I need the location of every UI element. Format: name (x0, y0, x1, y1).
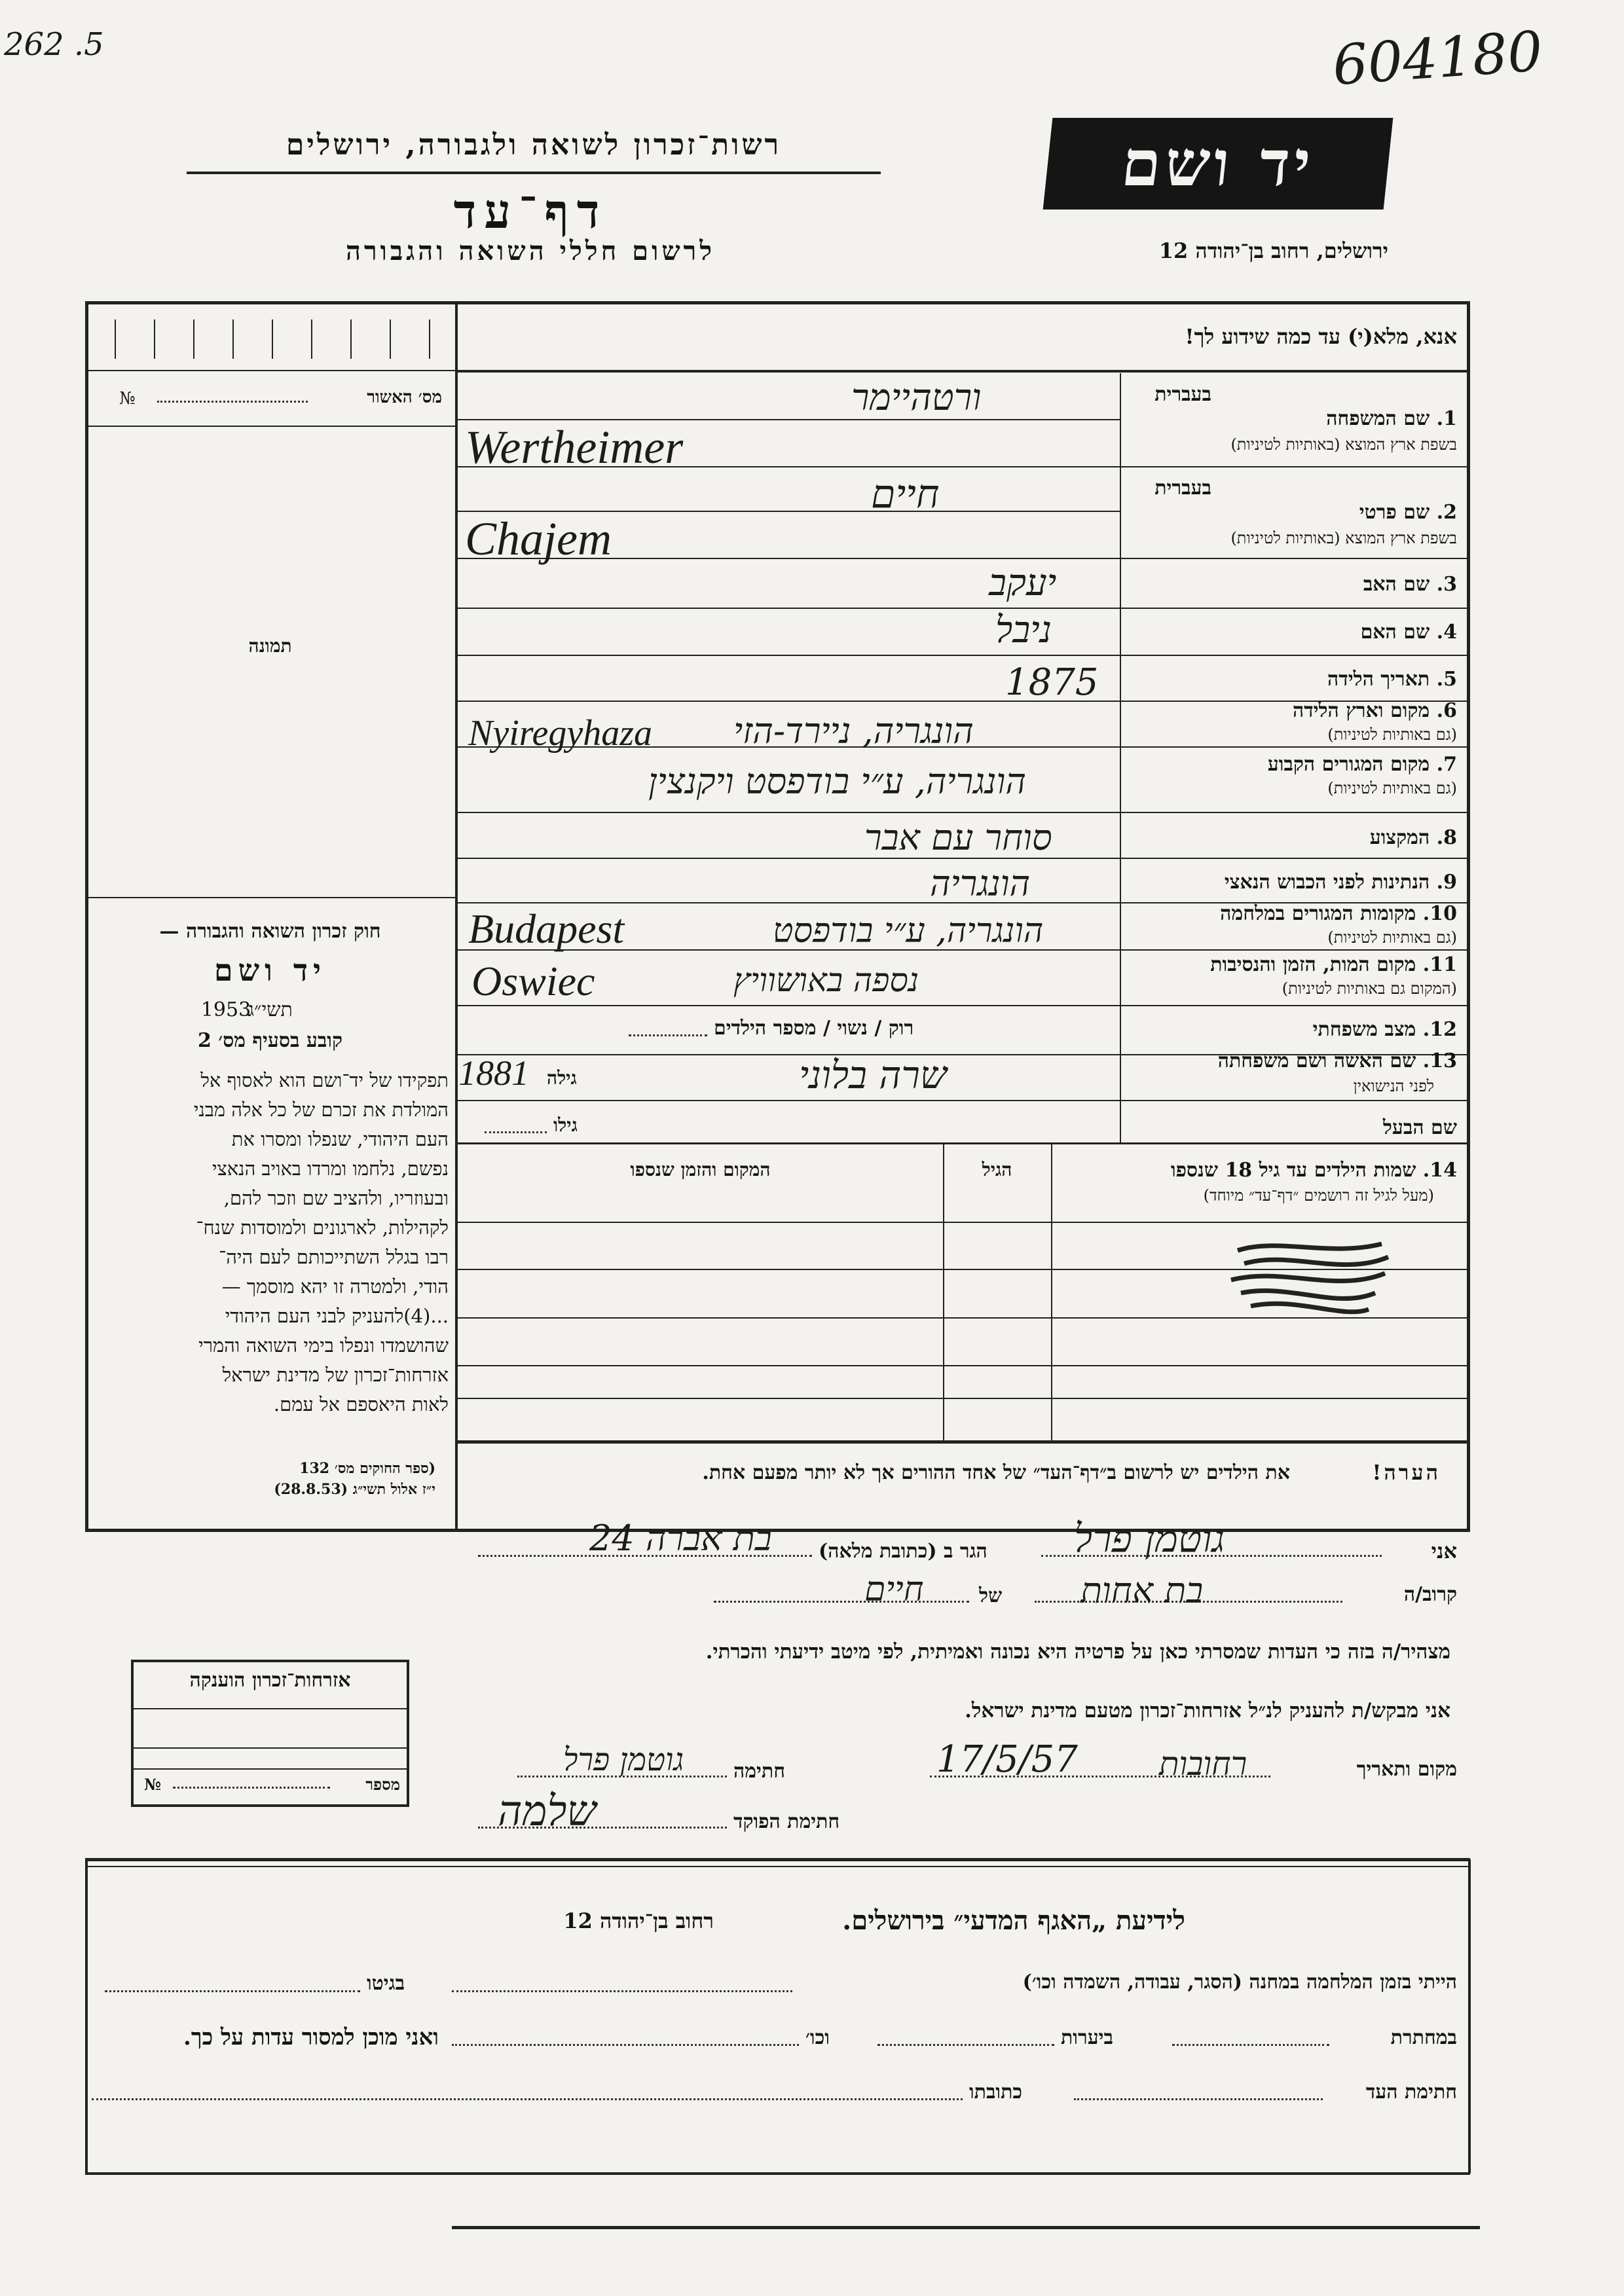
first-name-hebrew-field[interactable]: חיים (871, 471, 940, 517)
citizenship-box (131, 1660, 409, 1807)
field-2-latin-note: בשפת ארץ המוצא (באותיות לטיניות) (1230, 529, 1457, 547)
field-1-in-hebrew: בעברית (1154, 383, 1211, 406)
family-name-latin-field[interactable]: Wertheimer (465, 421, 684, 473)
document-number: 604180 (1330, 18, 1545, 98)
camp-line-label: הייתי בזמן המלחמה במחנה (הסגר, עבודה, השמדה וכו׳) (1022, 1971, 1457, 1994)
field-14-note: (מעל לגיל זה רושמים ״דף־עד״ מיוחד) (1203, 1186, 1434, 1205)
husband-age-label: גילו (553, 1114, 578, 1136)
relative-field[interactable]: בת אחות (1080, 1570, 1204, 1611)
field-13-note: לפני הנישואין (1353, 1077, 1434, 1095)
field-11-label: 11. מקום המות, הזמן והנסיבות (1210, 953, 1457, 976)
field-1-latin-note: בשפת ארץ המוצא (באותיות לטיניות) (1230, 435, 1457, 454)
field-2-in-hebrew: בעברית (1154, 477, 1211, 500)
wife-name-field[interactable]: שרה בלוני (799, 1053, 947, 1097)
form-title: דף־עד (453, 183, 608, 239)
bottom-address: רחוב בן־יהודה 12 (563, 1908, 714, 1933)
field-7-latin-note: (גם באותיות לטיניות) (1327, 779, 1457, 797)
field-5-label: 5. תאריך הלידה (1327, 668, 1457, 691)
corner-note: 262 .5 (4, 26, 104, 63)
bottom-frame-top (85, 1858, 1470, 1861)
officer-signature-field[interactable]: שלמה (498, 1787, 597, 1836)
date-field[interactable]: 17/5/57 (936, 1738, 1078, 1781)
field-9-label: 9. הנתינות לפני הכבוש הנאצי (1224, 871, 1457, 894)
field-10-latin-note: (גם באותיות לטיניות) (1327, 928, 1457, 947)
field-2-label: 2. שם פרטי (1359, 501, 1457, 524)
children-count-field[interactable] (629, 1034, 707, 1036)
law-name: יד ושם (213, 953, 327, 988)
approval-no-sign: № (119, 389, 136, 409)
forests-field[interactable] (877, 2044, 1054, 2046)
barcode-ticks (115, 319, 442, 359)
law-line: שהושמדו ונפלו בימי השואה והמרי (198, 1334, 449, 1357)
instruction-rule (455, 370, 1470, 373)
wife-age-label: גילה (547, 1067, 577, 1089)
law-text (92, 1066, 449, 1419)
children-age-column-left (943, 1142, 944, 1440)
authority-title: רשות־זכרון לשואה ולגבורה, ירושלים (286, 128, 782, 162)
wife-age-field[interactable]: 1881 (458, 1053, 529, 1093)
law-line: לקהילות, לארגונים ולמוסדות שנח־ (196, 1216, 449, 1239)
etc-label: וכו׳ (805, 2026, 830, 2049)
witness-signature-field[interactable] (1074, 2098, 1323, 2100)
approval-rule (85, 426, 455, 427)
place-date-label: מקום ותאריך (1356, 1758, 1457, 1781)
law-ref-2: י״ז אלול תשי״ג (28.8.53) (274, 1481, 435, 1498)
bottom-frame-bottom (85, 2172, 1470, 2175)
of-field[interactable]: חיים (864, 1570, 924, 1609)
children-place-header: המקום והזמן שנספו (630, 1159, 771, 1180)
law-line: ...(4)להעניק לבני העם היהודי (225, 1305, 449, 1327)
barcode-rule (85, 370, 455, 371)
family-name-hebrew-field[interactable]: ורטהיימר (851, 376, 982, 419)
witness-address-label: כתובתו (969, 2081, 1023, 2104)
first-name-latin-field[interactable]: Chajem (465, 513, 612, 565)
scribble-mark (1225, 1231, 1401, 1329)
field-11-note: (המקום גם באותיות לטיניות) (1282, 979, 1457, 998)
nationality-field[interactable]: הונגריה (930, 863, 1031, 904)
scan-edge-line (452, 2226, 1480, 2229)
bottom-frame-right (1468, 1859, 1471, 2174)
law-clause: קובע בסעיף מס׳ 2 (197, 1029, 343, 1052)
law-line: המולדת את זכרם של כל אלה מבני (193, 1099, 449, 1121)
citizenship-number-label: מספר (365, 1775, 400, 1794)
authority-underline (187, 172, 881, 174)
residence-label: הגר ב (כתובת מלאה) (819, 1540, 987, 1563)
husband-age-field[interactable] (485, 1131, 547, 1133)
death-place-latin-field[interactable]: Oswiec (471, 958, 595, 1004)
witness-signature-label: חתימת העד (1365, 2081, 1457, 2104)
declarant-label: אני (1431, 1539, 1457, 1563)
photo-rule (85, 897, 455, 898)
etc-field[interactable] (452, 2044, 799, 2046)
place-field[interactable]: רחובות (1159, 1745, 1247, 1783)
note-text: את הילדים יש לרשום ב״דף־העד״ של אחד ההורים אך לא יותר מפעם אחת. (702, 1461, 1290, 1484)
wartime-residence-latin-field[interactable]: Budapest (468, 905, 625, 952)
law-line: נפשם, נלחמו ומרדו באויב הנאצי (212, 1157, 449, 1180)
children-age-column-right (1051, 1142, 1052, 1440)
law-year-hebrew: תשי״ג (248, 998, 293, 1021)
relative-label: קרוב/ה (1403, 1583, 1457, 1606)
header-address: ירושלים, רחוב בן־יהודה 12 (1158, 238, 1388, 263)
bottom-frame-left (85, 1859, 88, 2174)
underground-field[interactable] (1172, 2044, 1329, 2046)
note-label: הערה! (1372, 1460, 1441, 1485)
marital-status-options[interactable]: רוק / נשוי / מספר הילדים (714, 1017, 914, 1040)
wartime-residence-hebrew-field[interactable]: הונגריה, ע״י בודפסט (773, 911, 1044, 951)
field-6-latin-note: (גם באותיות לטיניות) (1327, 725, 1457, 744)
field-7-label: 7. מקום המגורים הקבוע (1267, 753, 1457, 776)
law-line: ובעוזריו, ולהציב שם וזכר להם, (223, 1187, 449, 1209)
camp-field[interactable] (452, 1990, 792, 1992)
birth-date-field[interactable]: 1875 (1005, 661, 1099, 704)
field-10-label: 10. מקומות המגורים במלחמה (1220, 902, 1457, 925)
field-3-label: 3. שם האב (1363, 573, 1457, 596)
field-6-label: 6. מקום וארץ הלידה (1292, 699, 1457, 722)
signature-label: חתימה (733, 1760, 785, 1783)
law-ref-1: (ספר החוקים מס׳ 132 (299, 1460, 435, 1477)
field-14-label: 14. שמות הילדים עד גיל 18 שנספו (1170, 1159, 1457, 1182)
birth-place-latin-field[interactable]: Nyiregyhaza (468, 713, 652, 754)
mother-name-field[interactable]: ניבל (995, 609, 1052, 651)
husband-label: שם הבעל (1382, 1116, 1457, 1139)
ready-text: ואני מוכן למסור עדות על כך. (183, 2024, 439, 2050)
side-panel-divider (455, 301, 458, 1532)
citizenship-no-sign: № (144, 1775, 162, 1794)
yad-vashem-logo (1043, 118, 1393, 210)
citizenship-box-title: אזרחות־זכרון הוענקה (189, 1669, 351, 1692)
statement-text: מצהיר/ה בזה כי העדות שמסרתי כאן על פרטיה היא נכונה ואמיתית, לפי מיטב ידיעתי והכרתי. (705, 1640, 1450, 1664)
law-line: תפקידו של יד־ושם הוא לאסוף אל (200, 1069, 449, 1091)
field-4-label: 4. שם האם (1360, 621, 1457, 644)
field-8-label: 8. המקצוע (1369, 826, 1457, 849)
law-line: רבו בגלל השתייכותם לעם היה־ (219, 1246, 449, 1268)
instruction-text: אנא, מלא(י) עד כמה שידוע לך! (1185, 324, 1457, 349)
approval-number-field[interactable] (157, 401, 308, 403)
death-place-hebrew-field[interactable]: נספה באושוויץ (733, 961, 919, 999)
law-line: העם היהודי, שנפלו ומסרו את (231, 1128, 449, 1150)
of-line (714, 1601, 969, 1603)
profession-field[interactable]: סוחר עם אבר (864, 817, 1052, 858)
permanent-residence-field[interactable]: הונגריה, ע״י בודפסט ויקנצין (648, 761, 1027, 802)
logo-text: יד ושם (1118, 126, 1318, 200)
father-name-field[interactable]: יעקב (989, 562, 1057, 604)
residence-field[interactable]: בת אברה 24 (589, 1518, 772, 1559)
children-age-header: הגיל (982, 1159, 1012, 1180)
law-title: חוק זכרון השואה והגבורה — (159, 920, 381, 943)
of-label: של (979, 1584, 1003, 1607)
approval-label: מס׳ האשור (367, 388, 442, 407)
field-1-label: 1. שם המשפחה (1326, 407, 1457, 430)
birth-place-hebrew-field[interactable]: הונגריה, ניירד-הזי (733, 710, 974, 752)
law-line: אזרחות־זכרון של מדינת ישראל (222, 1364, 449, 1386)
field-12-label: 12. מצב משפחתי (1312, 1018, 1457, 1041)
photo-label: תמונה (248, 635, 292, 657)
declarant-name-field[interactable]: גוטמן פרל (1074, 1516, 1225, 1561)
bottom-frame-top-2 (85, 1866, 1470, 1867)
law-line: הודי, ולמטרה זו יהא מוסמך — (221, 1275, 449, 1298)
ghetto-field[interactable] (105, 1990, 360, 1992)
law-year: 1953 (200, 998, 251, 1021)
forests-label: ביערות (1061, 2026, 1114, 2049)
law-line: לאות היאספם אל עמם. (273, 1393, 449, 1415)
label-column-divider (1120, 373, 1121, 1142)
bottom-title: לידיעת „האגף המדעי״ בירושלים. (842, 1905, 1185, 1936)
officer-signature-label: חתימת הפוקד (733, 1810, 840, 1833)
signature-field[interactable]: גוטמן פרל (563, 1741, 684, 1778)
underground-label: במחתרת (1390, 2026, 1457, 2049)
form-subtitle: לרשום חללי השואה והגבורה (345, 236, 716, 266)
field-13-label: 13. שם האשה ושם משפחתה (1217, 1049, 1457, 1072)
witness-address-field[interactable] (92, 2098, 963, 2100)
ghetto-label: בגיטו (367, 1972, 405, 1995)
citizenship-number-field[interactable] (173, 1787, 330, 1789)
request-text: אני מבקש/ת להעניק לנ״ל אזרחות־זכרון מטעם מדינת ישראל. (965, 1699, 1450, 1722)
